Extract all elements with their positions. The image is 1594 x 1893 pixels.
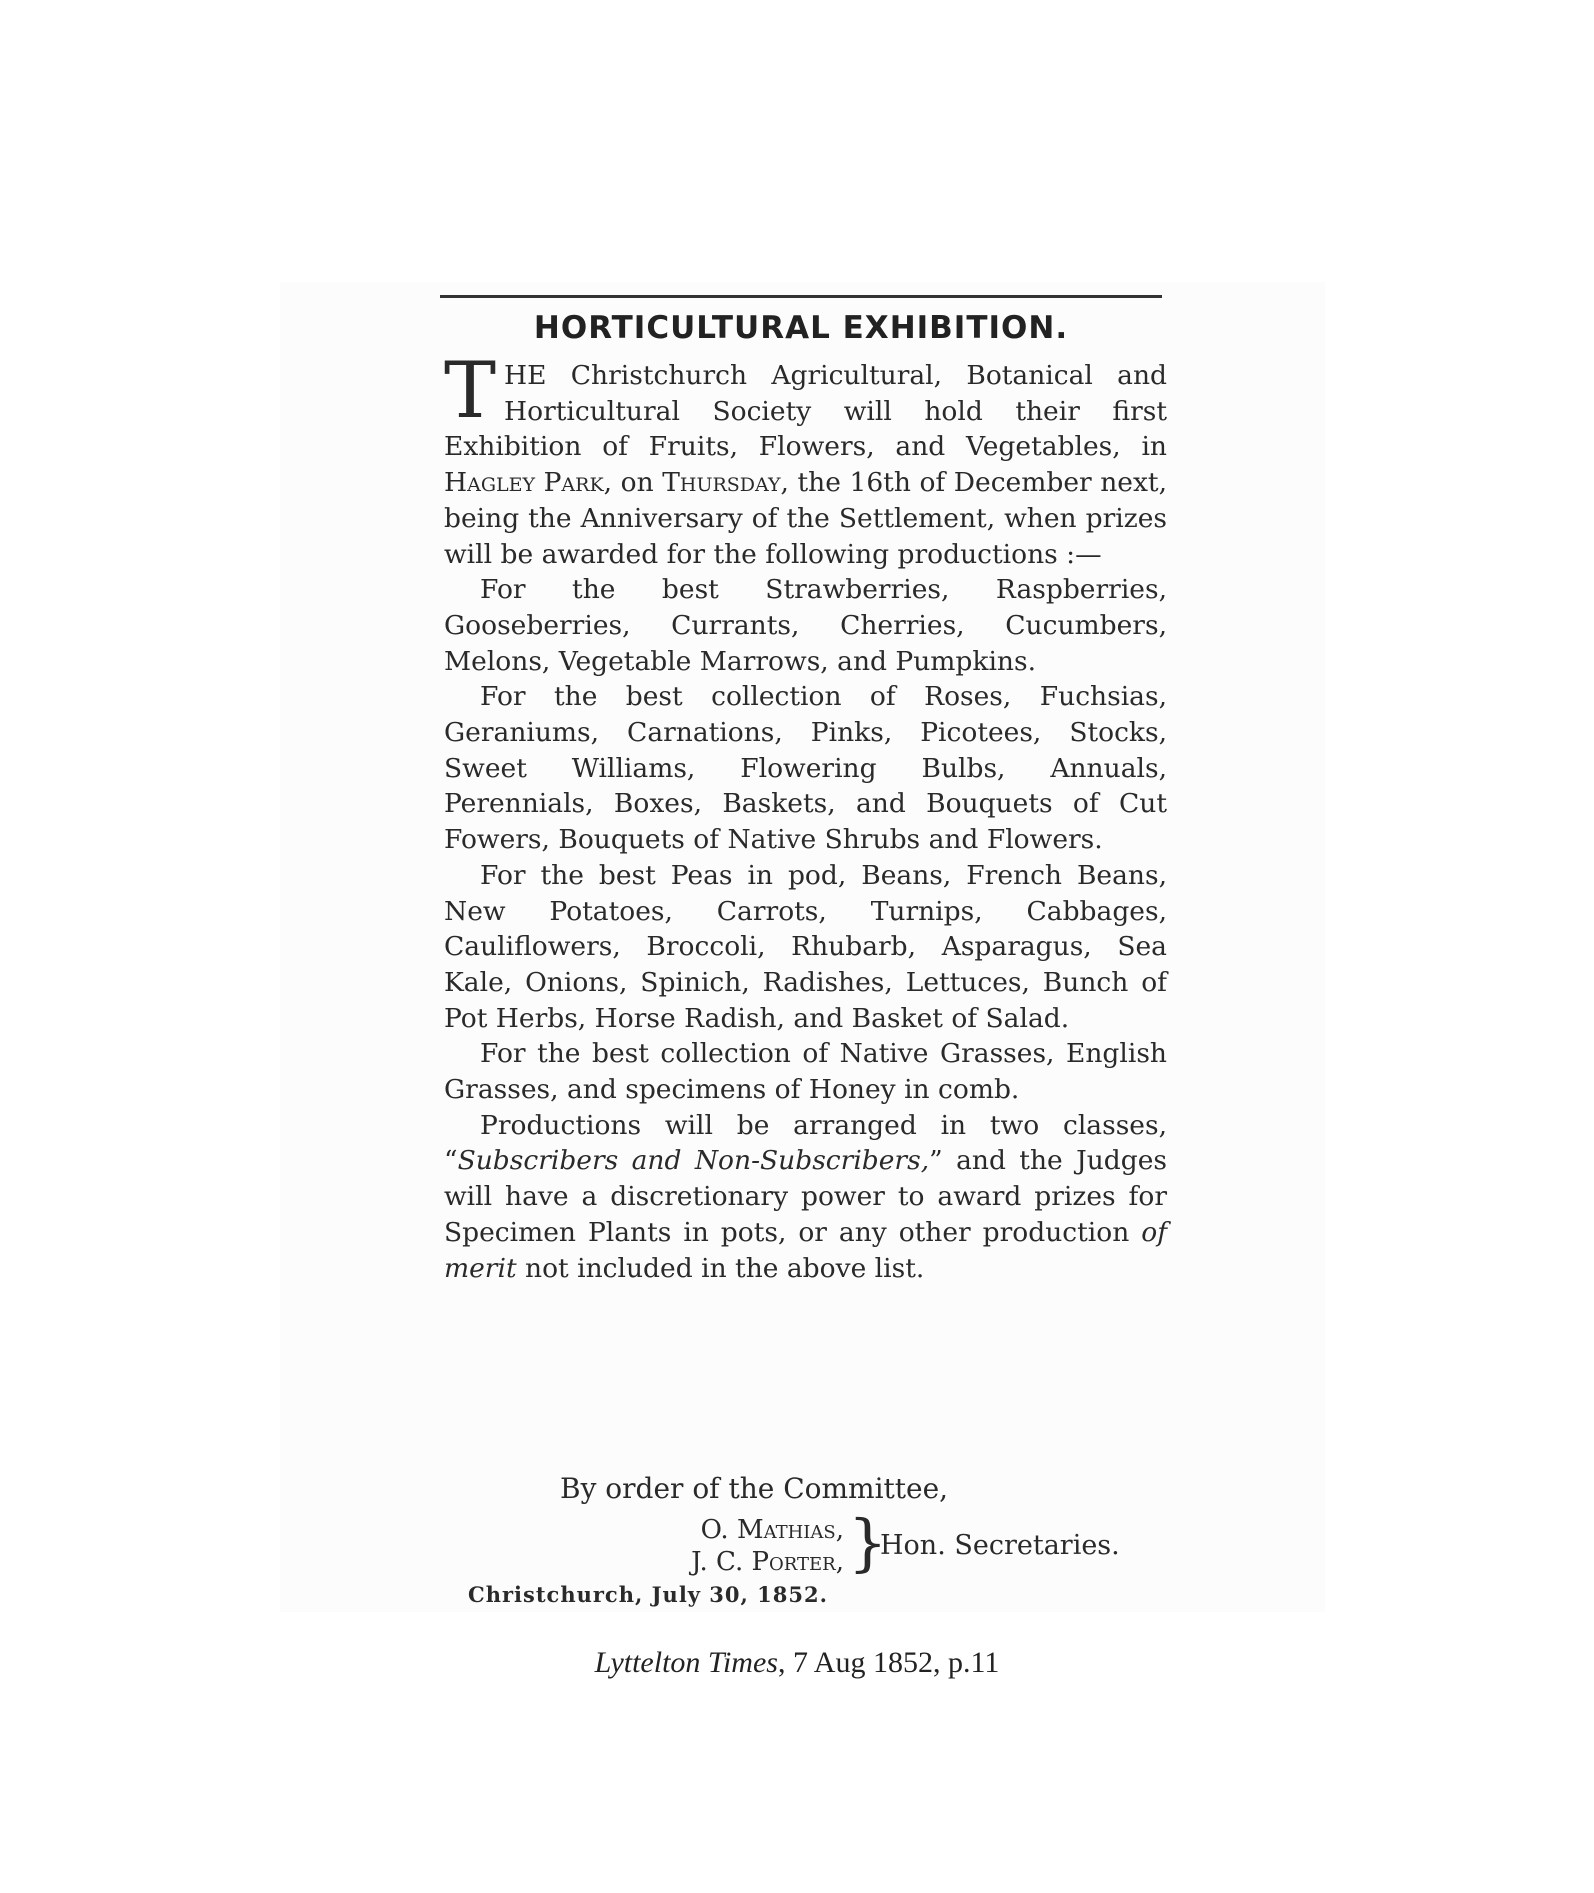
paragraph-vegetables: For the best Peas in pod, Beans, French Beans, New Potatoes, Carrots, Turnips, Cabbages, Cauliflowers, Broccoli, Rhubarb, Asparagus, Sea Kale, Onions, Spinich, Radishes, Lettuces, Bunch of Pot Herbs, Horse Radish, and Basket of Salad. — [444, 859, 1167, 1034]
publication-details: , 7 Aug 1852, p.11 — [777, 1646, 1000, 1679]
paragraph-grasses: For the best collection of Native Grasses, English Grasses, and specimens of Honey in comb. — [444, 1038, 1167, 1106]
secretary-names — [614, 1514, 844, 1578]
article-body — [444, 346, 1167, 1286]
source-caption — [0, 1646, 1594, 1680]
secretary-role: Hon. Secretaries. — [880, 1530, 1120, 1561]
intro-paragraph: THE Christchurch Agricultural, Botanical and Horticultural Society will hold their first Exhibition of Fruits, Flowers, and Vegetables, in Hagley Park, on Thursday, the 16th of December next, being the Anniversary of the Settlement, when prizes will be awarded for the following productions :— — [444, 346, 1167, 570]
by-order-line: By order of the Committee, — [560, 1472, 949, 1505]
secretary-name-1: O. Mathias, — [700, 1515, 844, 1545]
secretary-name-2: J. C. Porter, — [691, 1547, 844, 1577]
paragraph-classes: Productions will be arranged in two classes, “Subscribers and Non-Subscribers,” and the Judges will have a discretionary power to award prizes for Specimen Plants in pots, or any other production of merit not included in the above list. — [444, 1109, 1167, 1284]
top-rule — [440, 295, 1162, 298]
drop-cap: T — [444, 346, 497, 436]
day-name: Thursday — [662, 467, 781, 499]
paragraph-flowers: For the best collection of Roses, Fuchsias, Geraniums, Carnations, Pinks, Picotees, Stocks, Sweet Williams, Flowering Bulbs, Annuals, Perennials, Boxes, Baskets, and Bouquets of Cut Fowers, Bouquets of Native Shrubs and Flowers. — [444, 681, 1167, 856]
dateline: Christchurch, July 30, 1852. — [468, 1582, 828, 1607]
brace-glyph: } — [848, 1506, 888, 1579]
publication-title: Lyttelton Times — [594, 1646, 778, 1679]
paragraph-fruits: For the best Strawberries, Raspberries, Gooseberries, Currants, Cherries, Cucumbers, Melons, Vegetable Marrows, and Pumpkins. — [444, 574, 1167, 677]
headline: HORTICULTURAL EXHIBITION. — [533, 310, 1069, 346]
place-name: Hagley Park — [444, 467, 604, 499]
